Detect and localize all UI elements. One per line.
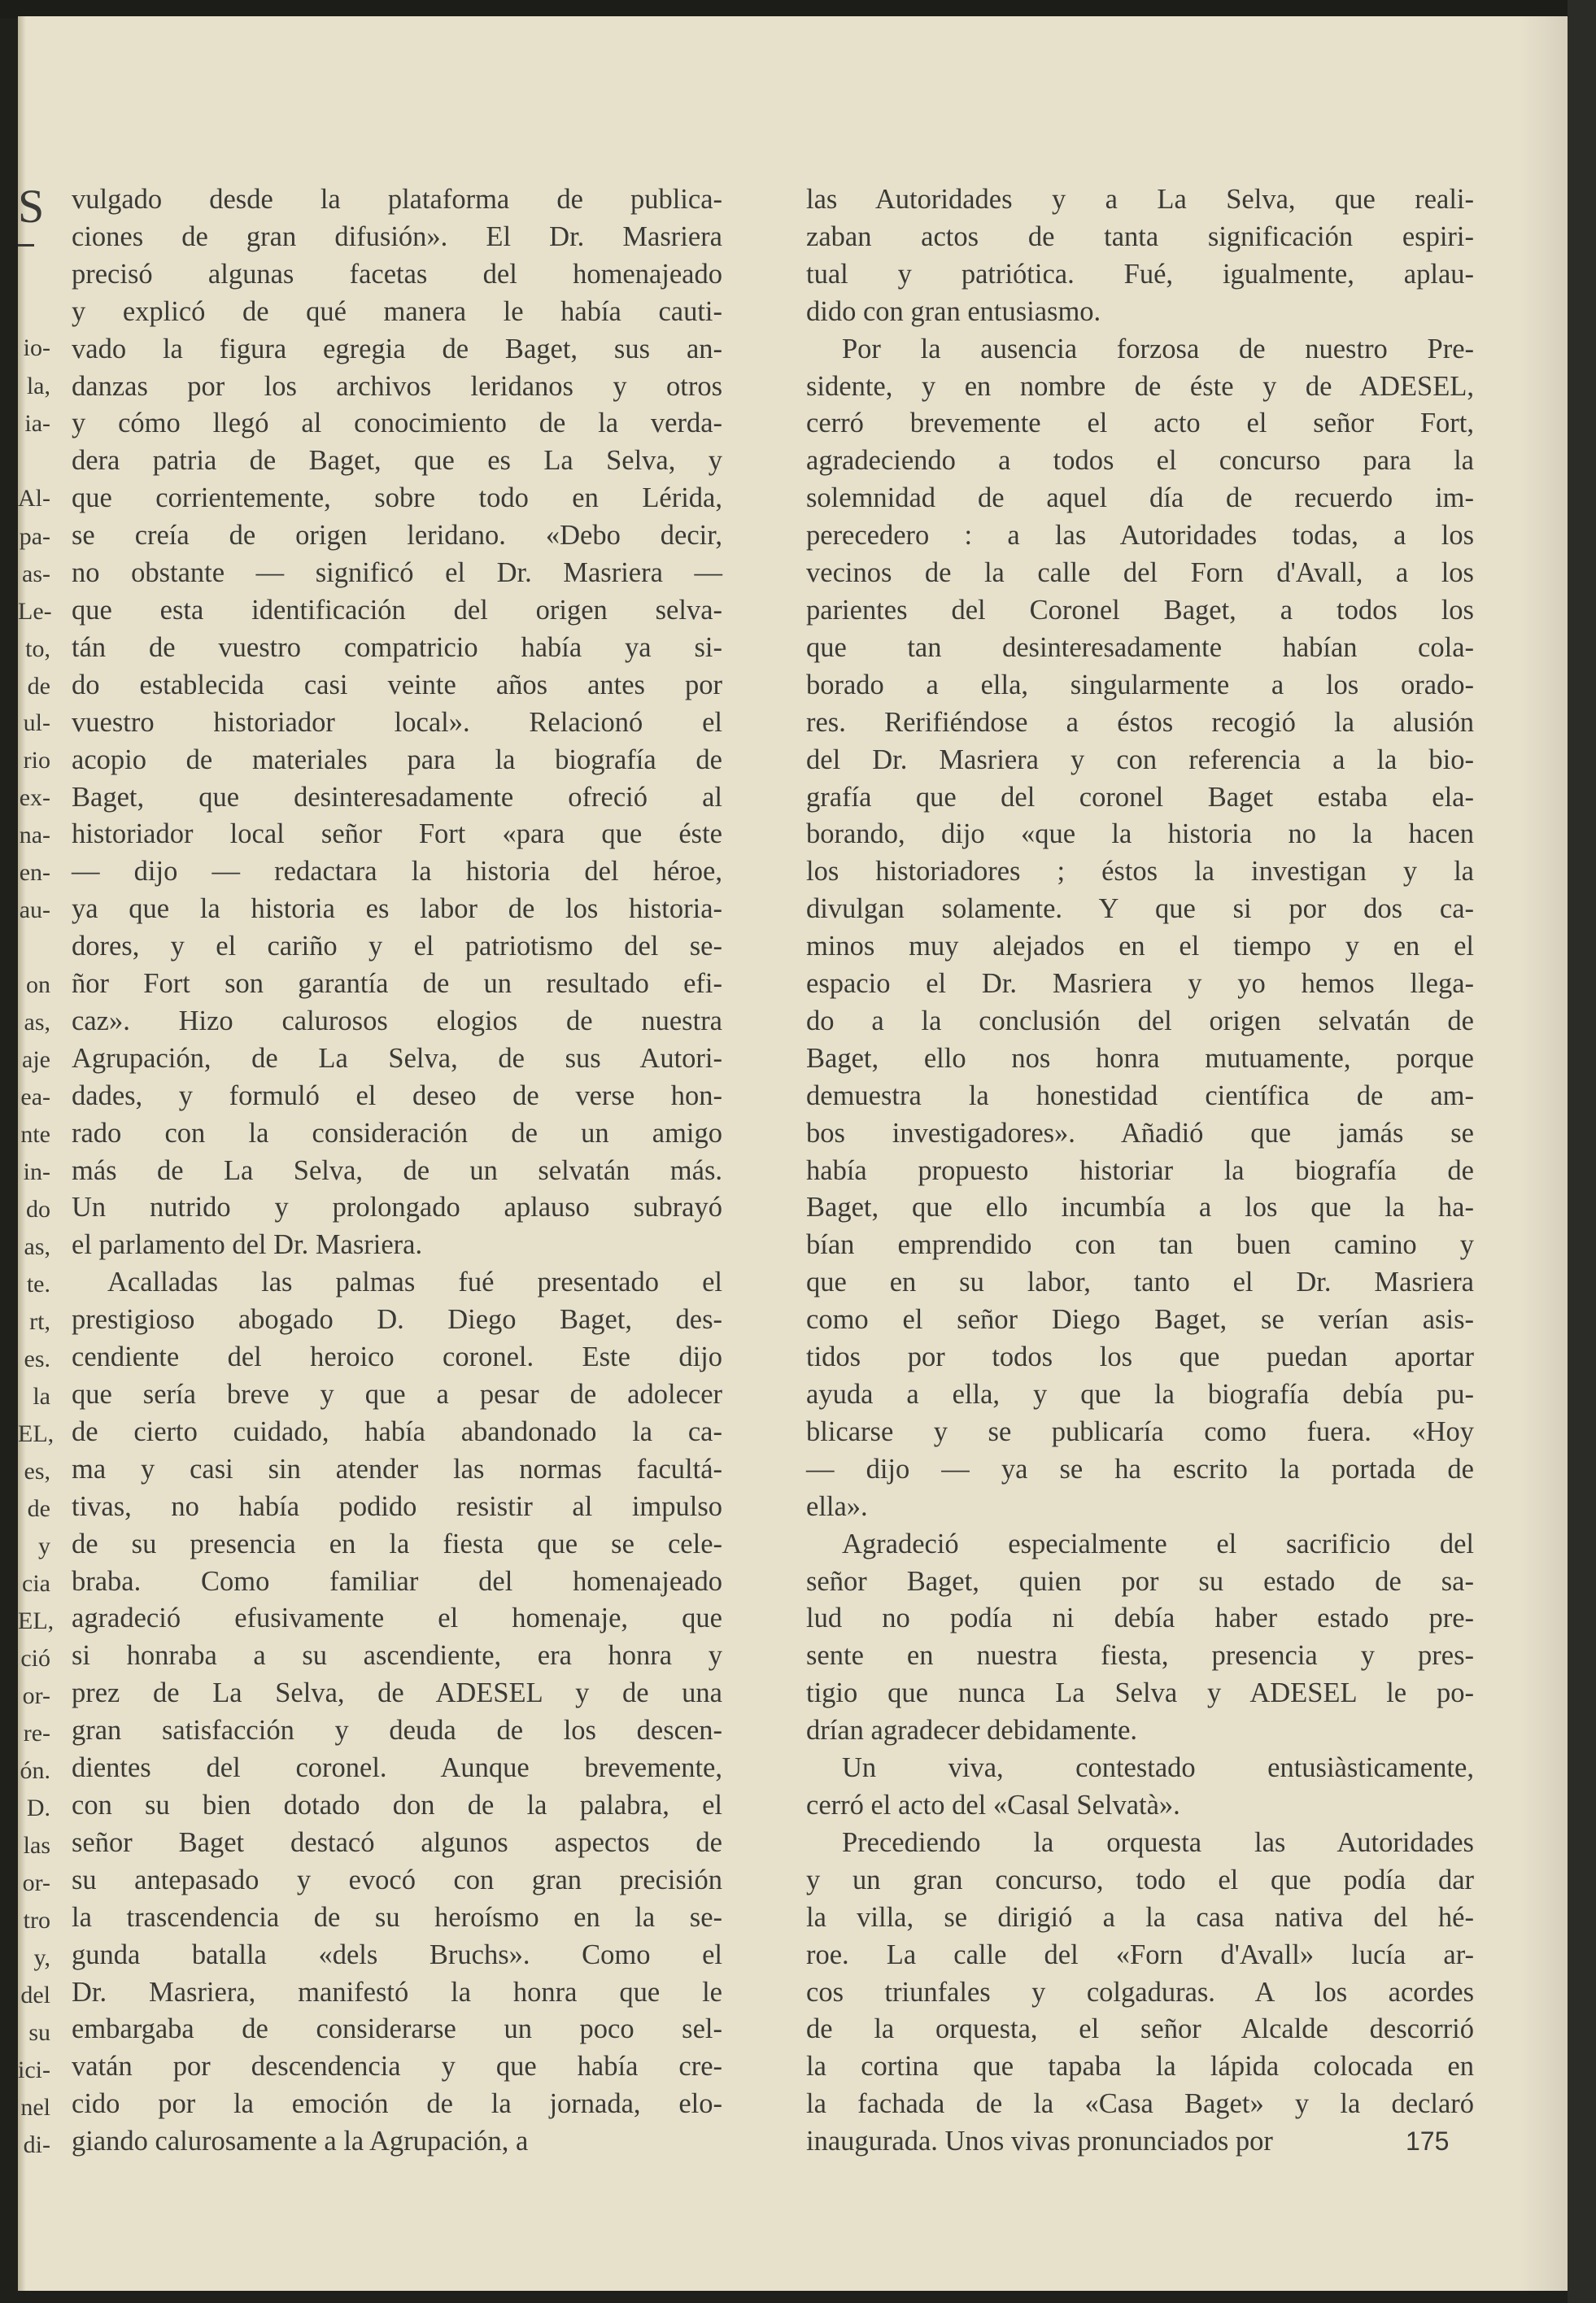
adjacent-text-fragment: de bbox=[27, 1495, 50, 1522]
adjacent-text-fragment: cia bbox=[22, 1570, 50, 1597]
text-line: las Autoridades y a La Selva, que reali- bbox=[806, 184, 1474, 215]
text-line: Un viva, contestado entusiàsticamente, bbox=[842, 1752, 1474, 1784]
adjacent-text-fragment: rio bbox=[23, 747, 50, 774]
text-line: parientes del Coronel Baget, a todos los bbox=[806, 594, 1474, 626]
adjacent-text-fragment: ón. bbox=[20, 1757, 50, 1784]
adjacent-text-fragment: es. bbox=[24, 1346, 50, 1372]
scan-right-edge bbox=[1568, 0, 1596, 2303]
text-line: blicarse y se publicaría como fuera. «Hoy bbox=[806, 1415, 1474, 1447]
adjacent-text-fragment: nel bbox=[20, 2094, 50, 2121]
text-line: inaugurada. Unos vivas pronunciados por bbox=[806, 2126, 1273, 2157]
text-line: y un gran concurso, todo el que podía dar bbox=[806, 1864, 1474, 1895]
text-line: demuestra la honestidad científica de am- bbox=[806, 1080, 1474, 1111]
text-line: Dr. Masriera, manifestó la honra que le bbox=[72, 1976, 722, 2008]
text-line: grafía que del coronel Baget estaba ela- bbox=[806, 781, 1474, 813]
text-line: vuestro historiador local». Relacionó el bbox=[72, 706, 722, 738]
text-line: si honraba a su ascendiente, era honra y bbox=[72, 1640, 722, 1672]
text-line: Baget, que ello incumbía a los que la ha- bbox=[806, 1192, 1474, 1223]
adjacent-text-fragment: Le- bbox=[18, 598, 52, 625]
text-line: minos muy alejados en el tiempo y en el bbox=[806, 931, 1474, 962]
text-line: Agrupación, de La Selva, de sus Autori- bbox=[72, 1042, 722, 1074]
adjacent-text-fragment: rt, bbox=[29, 1308, 50, 1335]
adjacent-text-fragment: re- bbox=[23, 1720, 50, 1747]
text-line: — dijo — redactara la historia del héroe, bbox=[72, 856, 722, 888]
text-line: de la orquesta, el señor Alcalde descorrió bbox=[806, 2013, 1474, 2045]
text-line: agradeció efusivamente el homenaje, que bbox=[72, 1603, 722, 1634]
adjacent-text-fragment: pa- bbox=[19, 523, 50, 550]
text-line: que tan desinteresadamente habían cola- bbox=[806, 631, 1474, 663]
adjacent-text-fragment: la, bbox=[26, 373, 50, 399]
adjacent-text-fragment: or- bbox=[22, 1869, 50, 1896]
paper-sheet bbox=[18, 16, 1568, 2291]
text-line: ñor Fort son garantía de un resultado efi- bbox=[72, 968, 722, 1000]
adjacent-text-fragment: D. bbox=[26, 1795, 50, 1821]
adjacent-text-fragment: Al- bbox=[18, 485, 50, 512]
text-line: borando, dijo «que la historia no la hacen bbox=[806, 818, 1474, 850]
text-line: prez de La Selva, de ADESEL y de una bbox=[72, 1677, 722, 1709]
adjacent-text-fragment: au- bbox=[19, 896, 50, 923]
text-line: la cortina que tapaba la lápida colocada en bbox=[806, 2051, 1474, 2083]
text-line: zaban actos de tanta significación espiri- bbox=[806, 220, 1474, 252]
text-line: dera patria de Baget, que es La Selva, y bbox=[72, 445, 722, 477]
page-number: 175 bbox=[1406, 2126, 1450, 2156]
text-line: dientes del coronel. Aunque brevemente, bbox=[72, 1752, 722, 1784]
text-line: prestigioso abogado D. Diego Baget, des- bbox=[72, 1304, 722, 1336]
text-line: y explicó de qué manera le había cauti- bbox=[72, 295, 722, 327]
text-line: cos triunfales y colgaduras. A los acordes bbox=[806, 1976, 1474, 2008]
text-line: dido con gran entusiasmo. bbox=[806, 295, 1101, 327]
text-line: del Dr. Masriera y con referencia a la bio- bbox=[806, 744, 1474, 775]
adjacent-text-fragment: de bbox=[27, 673, 50, 700]
text-line: la villa, se dirigió a la casa nativa del hé- bbox=[806, 1901, 1474, 1933]
text-line: dades, y formuló el deseo de verse hon- bbox=[72, 1080, 722, 1111]
text-line: embargaba de considerarse un poco sel- bbox=[72, 2013, 722, 2045]
text-line: ya que la historia es labor de los historia- bbox=[72, 893, 722, 925]
text-line: danzas por los archivos leridanos y otros bbox=[72, 370, 722, 402]
adjacent-text-fragment: su bbox=[28, 2019, 50, 2046]
text-line: Agradeció especialmente el sacrificio del bbox=[842, 1528, 1474, 1559]
adjacent-text-fragment: di- bbox=[23, 2131, 50, 2158]
text-line: ayuda a ella, y que la biografía debía pu- bbox=[806, 1379, 1474, 1410]
adjacent-text-fragment: del bbox=[20, 1982, 50, 2009]
adjacent-text-fragment: ia- bbox=[24, 410, 50, 437]
adjacent-text-fragment: EL, bbox=[18, 1420, 55, 1447]
adjacent-text-fragment: ció bbox=[20, 1645, 50, 1672]
text-line: vatán por descendencia y que había cre- bbox=[72, 2051, 722, 2083]
text-line: cerró el acto del «Casal Selvatà». bbox=[806, 1789, 1180, 1821]
text-line: sidente, y en nombre de éste y de ADESEL, bbox=[806, 370, 1474, 402]
text-line: vecinos de la calle del Forn d'Avall, a los bbox=[806, 557, 1474, 589]
text-line: cendiente del heroico coronel. Este dijo bbox=[72, 1341, 722, 1373]
text-line: tual y patriótica. Fué, igualmente, aplau- bbox=[806, 258, 1474, 290]
text-line: solemnidad de aquel día de recuerdo im- bbox=[806, 482, 1474, 514]
text-line: los historiadores ; éstos la investigan y la bbox=[806, 856, 1474, 888]
text-line: divulgan solamente. Y que si por dos ca- bbox=[806, 893, 1474, 925]
text-line: su antepasado y evocó con gran precisión bbox=[72, 1864, 722, 1895]
adjacent-text-fragment: EL, bbox=[18, 1607, 55, 1634]
adjacent-page-rule bbox=[18, 244, 34, 246]
text-line: bos investigadores». Añadió que jamás se bbox=[806, 1117, 1474, 1149]
text-line: vado la figura egregia de Baget, sus an- bbox=[72, 333, 722, 364]
text-line: y cómo llegó al conocimiento de la verda- bbox=[72, 408, 722, 439]
text-line: cerró brevemente el acto el señor Fort, bbox=[806, 408, 1474, 439]
paper-shade bbox=[1519, 16, 1568, 2291]
text-line: drían agradecer debidamente. bbox=[806, 1715, 1138, 1747]
adjacent-text-fragment: tro bbox=[23, 1907, 50, 1934]
text-line: ella». bbox=[806, 1490, 868, 1522]
text-line: rado con la consideración de un amigo bbox=[72, 1117, 722, 1149]
text-line: de su presencia en la fiesta que se cele- bbox=[72, 1528, 722, 1559]
adjacent-text-fragment: es, bbox=[24, 1458, 50, 1485]
text-line: acopio de materiales para la biografía de bbox=[72, 744, 722, 775]
text-line: que corrientemente, sobre todo en Lérida, bbox=[72, 482, 722, 514]
adjacent-text-fragment: ea- bbox=[20, 1084, 50, 1110]
text-line: que en su labor, tanto el Dr. Masriera bbox=[806, 1267, 1474, 1298]
text-line: que esta identificación del origen selva- bbox=[72, 594, 722, 626]
text-line: señor Baget destacó algunos aspectos de bbox=[72, 1826, 722, 1858]
text-line: cido por la emoción de la jornada, elo- bbox=[72, 2088, 722, 2120]
adjacent-text-fragment: ici- bbox=[18, 2057, 50, 2083]
text-line: Baget, que desinteresadamente ofreció al bbox=[72, 781, 722, 813]
adjacent-text-fragment: as, bbox=[24, 1009, 50, 1036]
adjacent-text-fragment: y bbox=[38, 1533, 50, 1559]
text-line: historiador local señor Fort «para que éste bbox=[72, 818, 722, 850]
text-line: roe. La calle del «Forn d'Avall» lucía ar- bbox=[806, 1939, 1474, 1970]
text-line: el parlamento del Dr. Masriera. bbox=[72, 1229, 423, 1261]
text-line: do establecida casi veinte años antes por bbox=[72, 669, 722, 700]
text-line: dores, y el cariño y el patriotismo del se- bbox=[72, 931, 722, 962]
text-line: que sería breve y que a pesar de adolecer bbox=[72, 1379, 722, 1410]
scan-top-edge bbox=[0, 0, 1596, 18]
adjacent-text-fragment: aje bbox=[22, 1046, 50, 1073]
text-line: Un nutrido y prolongado aplauso subrayó bbox=[72, 1192, 722, 1223]
text-line: la trascendencia de su heroísmo en la se- bbox=[72, 1901, 722, 1933]
adjacent-text-fragment: nte bbox=[20, 1121, 50, 1148]
text-line: espacio el Dr. Masriera y yo hemos llega- bbox=[806, 968, 1474, 1000]
adjacent-text-fragment: or- bbox=[22, 1682, 50, 1709]
text-line: Baget, ello nos honra mutuamente, porque bbox=[806, 1042, 1474, 1074]
adjacent-text-fragment: on bbox=[26, 971, 50, 998]
text-line: perecedero : a las Autoridades todas, a los bbox=[806, 520, 1474, 552]
text-line: lud no podía ni debía haber estado pre- bbox=[806, 1603, 1474, 1634]
text-line: caz». Hizo calurosos elogios de nuestra bbox=[72, 1005, 722, 1036]
text-line: como el señor Diego Baget, se verían asis- bbox=[806, 1304, 1474, 1336]
text-line: la fachada de la «Casa Baget» y la declaró bbox=[806, 2088, 1474, 2120]
adjacent-text-fragment: en- bbox=[19, 859, 50, 886]
adjacent-text-fragment: in- bbox=[23, 1158, 50, 1185]
text-line: giando calurosamente a la Agrupación, a bbox=[72, 2126, 529, 2157]
text-line: borado a ella, singularmente a los orado- bbox=[806, 669, 1474, 700]
text-line: bían emprendido con tan buen camino y bbox=[806, 1229, 1474, 1261]
text-line: más de La Selva, de un selvatán más. bbox=[72, 1154, 722, 1186]
text-line: había propuesto historiar la biografía de bbox=[806, 1154, 1474, 1186]
text-line: ma y casi sin atender las normas facultá- bbox=[72, 1453, 722, 1485]
text-line: de cierto cuidado, había abandonado la ca- bbox=[72, 1415, 722, 1447]
text-line: tivas, no había podido resistir al impulso bbox=[72, 1490, 722, 1522]
text-line: Acalladas las palmas fué presentado el bbox=[107, 1267, 722, 1298]
adjacent-text-fragment: te. bbox=[26, 1271, 50, 1298]
text-line: Precediendo la orquesta las Autoridades bbox=[842, 1826, 1474, 1858]
text-line: gran satisfacción y deuda de los descen- bbox=[72, 1715, 722, 1747]
text-line: vulgado desde la plataforma de publica- bbox=[72, 184, 722, 215]
text-line: con su bien dotado don de la palabra, el bbox=[72, 1789, 722, 1821]
adjacent-text-fragment: as, bbox=[24, 1233, 50, 1260]
text-line: tigio que nunca La Selva y ADESEL le po- bbox=[806, 1677, 1474, 1709]
text-line: tidos por todos los que puedan aportar bbox=[806, 1341, 1474, 1373]
adjacent-page-heading-fragment: S bbox=[18, 180, 45, 233]
adjacent-text-fragment: do bbox=[26, 1196, 50, 1223]
right-column bbox=[806, 181, 1474, 2161]
text-line: Por la ausencia forzosa de nuestro Pre- bbox=[842, 333, 1474, 364]
adjacent-text-fragment: io- bbox=[23, 334, 50, 361]
text-line: do a la conclusión del origen selvatán de bbox=[806, 1005, 1474, 1036]
text-line: — dijo — ya se ha escrito la portada de bbox=[806, 1453, 1474, 1485]
text-line: tán de vuestro compatricio había ya si- bbox=[72, 631, 722, 663]
adjacent-text-fragment: las bbox=[23, 1832, 50, 1859]
left-column bbox=[72, 181, 722, 2161]
text-line: gunda batalla «dels Bruchs». Como el bbox=[72, 1939, 722, 1970]
text-line: se creía de origen leridano. «Debo decir, bbox=[72, 520, 722, 552]
adjacent-text-fragment: la bbox=[33, 1383, 50, 1410]
text-line: braba. Como familiar del homenajeado bbox=[72, 1565, 722, 1597]
adjacent-text-fragment: ul- bbox=[23, 709, 50, 736]
text-line: sente en nuestra fiesta, presencia y pres- bbox=[806, 1640, 1474, 1672]
adjacent-text-fragment: y, bbox=[33, 1944, 50, 1971]
text-line: ciones de gran difusión». El Dr. Masriera bbox=[72, 220, 722, 252]
adjacent-text-fragment: as- bbox=[22, 560, 50, 587]
text-line: precisó algunas facetas del homenajeado bbox=[72, 258, 722, 290]
adjacent-text-fragment: to, bbox=[25, 635, 50, 662]
text-line: señor Baget, quien por su estado de sa- bbox=[806, 1565, 1474, 1597]
text-line: agradeciendo a todos el concurso para la bbox=[806, 445, 1474, 477]
text-line: no obstante — significó el Dr. Masriera — bbox=[72, 557, 722, 589]
adjacent-text-fragment: na- bbox=[19, 822, 50, 848]
adjacent-text-fragment: ex- bbox=[19, 784, 50, 811]
text-line: res. Rerifiéndose a éstos recogió la alusión bbox=[806, 706, 1474, 738]
